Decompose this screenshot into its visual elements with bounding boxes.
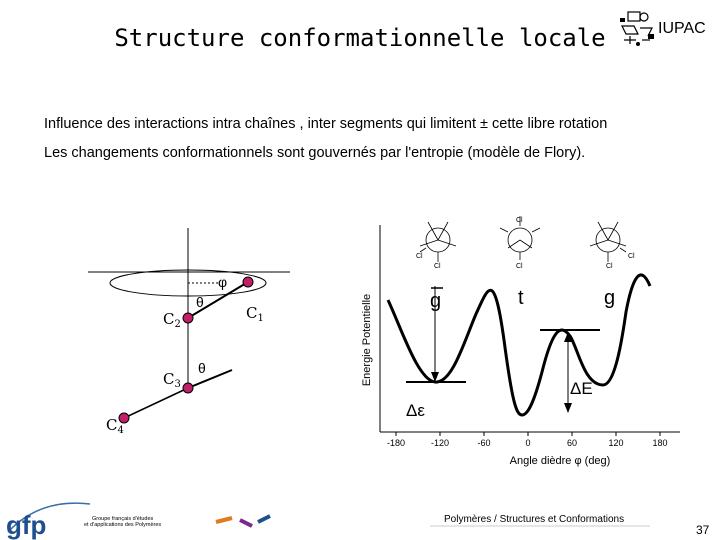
- decorative-dashes: [216, 516, 270, 526]
- energy-plot: [361, 216, 680, 467]
- body-text-entropy: Les changements conformationnels sont gouvernés par l'entropie (modèle de Flory).: [44, 145, 586, 161]
- c2-label: $C_2$: [163, 310, 181, 330]
- x-tick-label: -180: [386, 438, 406, 448]
- x-tick-label: 120: [608, 438, 624, 448]
- atom-c2: [183, 313, 193, 323]
- newman-cl-2: Cl: [434, 263, 441, 270]
- page-number: 37: [696, 523, 710, 537]
- gfp-subtitle-line1: Groupe français d'études: [92, 516, 154, 522]
- bond-c3-theta: [188, 370, 232, 388]
- theta-label-upper: θ: [196, 294, 204, 310]
- atom-c1: [243, 277, 253, 287]
- newman-cl-3: Cl: [516, 217, 523, 224]
- x-tick-label: 60: [566, 438, 578, 448]
- t-label: t: [518, 287, 524, 309]
- x-tick-label: -60: [477, 438, 491, 448]
- x-tick-label: 0: [525, 438, 531, 448]
- atom-c4: [119, 413, 129, 423]
- g-label: g: [604, 287, 616, 309]
- c4-label: $C_4$: [106, 416, 124, 436]
- newman-cl-6: Cl: [606, 263, 613, 270]
- footer-text: Polymères / Structures et Conformations: [444, 514, 625, 525]
- gfp-logo-text: gfp: [6, 510, 47, 540]
- page-title: Structure conformationnelle locale: [114, 24, 606, 52]
- x-axis-label: Angle dièdre φ (deg): [509, 455, 611, 467]
- newman-cl-1: Cl: [416, 253, 423, 260]
- c1-label: $C_1$: [246, 304, 264, 324]
- phi-label: φ: [218, 274, 228, 290]
- newman-cl-5: Cl: [628, 253, 635, 260]
- iupac-logo-text: IUPAC: [658, 20, 706, 37]
- newman-projection-gauche-minus: [420, 222, 456, 262]
- gfp-subtitle-line2: et d'applications des Polymères: [84, 522, 162, 528]
- atom-c3: [183, 383, 193, 393]
- delta-epsilon-label: Δε: [406, 401, 425, 420]
- theta-label-lower: θ: [198, 360, 206, 376]
- newman-projection-gauche-plus: [590, 222, 626, 262]
- newman-cl-4: Cl: [516, 263, 523, 270]
- c3-label: $C_3$: [163, 370, 181, 390]
- g-bar-label: g: [430, 290, 442, 312]
- delta-e-label: ΔE: [570, 379, 593, 398]
- x-tick-label: 180: [652, 438, 668, 448]
- body-text-interactions: Influence des interactions intra chaînes , inter segments qui limitent ± cette libre rotation: [44, 116, 608, 132]
- x-tick-label: -120: [430, 438, 450, 448]
- y-axis-label: Energie Potentielle: [361, 293, 373, 387]
- bond-c3-c4: [124, 388, 188, 418]
